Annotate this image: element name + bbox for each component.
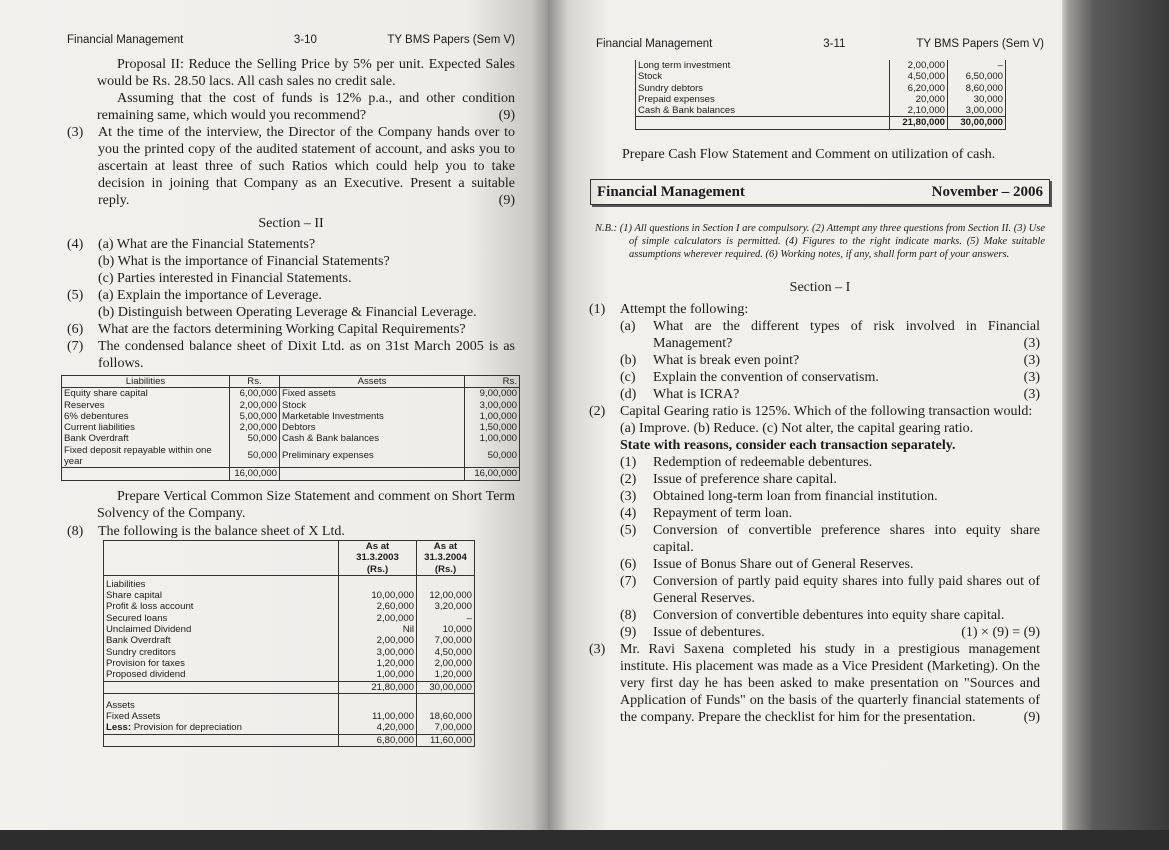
question-text: What are the factors determining Working Capital Requirements?	[98, 322, 466, 337]
sub-text: Conversion of convertible debentures into equity share capital.	[653, 608, 1005, 623]
table-row	[104, 658, 475, 669]
marks: (9)	[498, 193, 515, 208]
section-heading: Section – I	[789, 280, 851, 295]
header-title: Financial Management	[596, 38, 713, 50]
cell: 7,00,000	[417, 635, 475, 646]
sub-question	[620, 454, 1040, 471]
sub-question	[620, 318, 1040, 352]
sub-question: (a) Explain the importance of Leverage.	[98, 288, 322, 303]
sub-question: (b) Distinguish between Operating Leverage & Financial Leverage.	[98, 305, 477, 320]
cell: 10,000	[417, 624, 475, 635]
cell: 3,00,000	[948, 105, 1006, 117]
cell: Fixed deposit repayable within one year	[64, 444, 212, 468]
questions-left	[67, 124, 515, 372]
table-row	[104, 624, 475, 635]
sub-question: (c) Parties interested in Financial Statements.	[98, 271, 352, 286]
sub-text: What are the different types of risk involved in Financial Management?	[653, 319, 1040, 351]
col-header: As at	[365, 541, 390, 552]
sub-number: (1)	[620, 455, 637, 470]
question-text: Attempt the following:	[620, 302, 749, 317]
cell: 2,00,000	[890, 60, 948, 71]
total: 16,00,000	[230, 468, 280, 480]
cell: 7,00,000	[417, 722, 475, 734]
cell: 18,60,000	[417, 711, 475, 722]
cell: 3,00,000	[339, 647, 417, 658]
cell: Share capital	[106, 590, 162, 602]
cell: 2,00,000	[230, 422, 280, 433]
sub-text: Obtained long-term loan from financial institution.	[653, 489, 938, 504]
cell: 30,000	[948, 94, 1006, 105]
question-text: (a) Improve. (b) Reduce. (c) Not alter, the capital gearing ratio.	[620, 421, 974, 436]
question-number: (2)	[589, 404, 606, 419]
cell: Nil	[339, 624, 417, 635]
sub-question	[620, 607, 1040, 624]
book-edge	[1062, 0, 1169, 850]
cell: Sundry creditors	[106, 646, 176, 658]
sub-text: Redemption of redeemable debentures.	[653, 455, 873, 470]
sub-number: (2)	[620, 472, 637, 487]
sub-question	[620, 624, 1040, 641]
cashflow-instruction: Prepare Cash Flow Statement and Comment on utilization of cash.	[622, 147, 996, 162]
scan-border	[0, 830, 1169, 850]
question-8	[67, 523, 515, 540]
cell: Prepaid expenses	[638, 93, 715, 105]
cell: 4,50,000	[417, 647, 475, 658]
cell: 2,10,000	[890, 105, 948, 117]
sub-number: (d)	[620, 387, 637, 402]
cell: Sundry debtors	[638, 82, 704, 94]
sub-question: (b) What is the importance of Financial Statements?	[98, 254, 390, 269]
cell: Bank Overdraft	[106, 635, 171, 647]
questions-right	[589, 301, 1040, 726]
total: 30,00,000	[417, 681, 475, 693]
table-row	[62, 411, 520, 422]
paper-title-box	[590, 179, 1050, 205]
header-title: Financial Management	[67, 34, 184, 46]
marks: (3)	[1023, 353, 1040, 368]
table-row	[62, 388, 520, 400]
col-header: Rs.	[465, 376, 520, 388]
cell: Long term investment	[638, 60, 731, 71]
question-number: (4)	[67, 237, 84, 252]
sub-question	[620, 369, 1040, 386]
cell: Debtors	[280, 422, 465, 433]
sub-question	[620, 471, 1040, 488]
cell: 2,00,000	[339, 613, 417, 624]
cell: 50,000	[230, 445, 280, 468]
sub-question: (a) What are the Financial Statements?	[98, 237, 316, 252]
sub-question	[620, 505, 1040, 522]
cell: 12,00,000	[417, 590, 475, 601]
marks: (1) × (9) = (9)	[961, 625, 1040, 640]
right-page	[548, 0, 1062, 832]
table-row	[104, 669, 475, 681]
sub-question	[620, 352, 1040, 369]
assuming-text: Assuming that the cost of funds is 12% p.a., and other condition remaining same, which would you recommend?	[97, 91, 515, 123]
page-number: 3-10	[293, 34, 317, 46]
table-row	[104, 635, 475, 646]
cell: 2,00,000	[230, 400, 280, 411]
sub-text: Issue of Bonus Share out of General Reserves.	[653, 557, 914, 572]
cell: –	[417, 613, 475, 624]
row-label: Fixed Assets	[106, 711, 161, 723]
cell: 3,00,000	[465, 400, 520, 411]
question-number: (7)	[67, 339, 84, 354]
sub-text: What is break even point?	[653, 353, 800, 368]
col-header: 31.3.2003	[356, 552, 399, 564]
sub-question	[620, 488, 1040, 505]
cell: 1,50,000	[465, 422, 520, 433]
cell: 3,20,000	[417, 601, 475, 612]
question-number: (3)	[589, 642, 606, 657]
table-row	[62, 422, 520, 433]
table-row	[636, 105, 1006, 117]
table-row	[62, 400, 520, 411]
cell: 1,00,000	[465, 433, 520, 444]
sub-number: (5)	[620, 523, 637, 538]
marks: (3)	[1023, 370, 1040, 385]
section-heading: Section – II	[258, 216, 324, 231]
less-label: Less:	[106, 722, 132, 734]
cell: 5,00,000	[230, 411, 280, 422]
col-header: Liabilities	[125, 376, 166, 387]
page-header	[67, 34, 515, 46]
sub-question	[620, 556, 1040, 573]
col-header: Assets	[280, 376, 465, 388]
question-number: (6)	[67, 322, 84, 337]
header-series: TY BMS Papers (Sem V)	[387, 34, 515, 46]
marks: (9)	[498, 108, 515, 123]
cell: 6,50,000	[948, 71, 1006, 82]
cell: 9,00,000	[465, 388, 520, 400]
cell: Proposed dividend	[106, 669, 186, 681]
question-text: The condensed balance sheet of Dixit Ltd. as on 31st March 2005 is as follows.	[98, 339, 515, 371]
sub-text: Conversion of partly paid equity shares into fully paid shares out of General Reserves.	[653, 574, 1040, 606]
cell: 1,00,000	[339, 669, 417, 681]
question-text: The following is the balance sheet of X Ltd.	[98, 524, 345, 539]
cell: 1,00,000	[465, 411, 520, 422]
table-row	[104, 613, 475, 624]
sub-question	[620, 522, 1040, 556]
marks: (3)	[1023, 387, 1040, 402]
col-header: As at	[433, 541, 458, 552]
marks: (3)	[1023, 336, 1040, 351]
cell: Unclaimed Dividend	[106, 624, 192, 636]
cell: 2,00,000	[417, 658, 475, 669]
cell: –	[948, 60, 1006, 71]
cell: 11,00,000	[339, 711, 417, 722]
cell: Secured loans	[106, 612, 168, 624]
cell: 8,60,000	[948, 83, 1006, 94]
sub-number: (c)	[620, 370, 636, 385]
sub-number: (a)	[620, 319, 636, 334]
table-row	[636, 60, 1006, 71]
sub-text: Issue of preference share capital.	[653, 472, 837, 487]
cell: 6,00,000	[230, 388, 280, 400]
cell: Stock	[280, 400, 465, 411]
cell: Stock	[638, 71, 662, 83]
question-instruction: State with reasons, consider each transaction separately.	[620, 438, 956, 453]
cell: Cash & Bank balances	[638, 105, 736, 117]
sub-text: Issue of debentures.	[653, 625, 765, 640]
col-header: Rs.	[230, 376, 280, 388]
sub-number: (8)	[620, 608, 637, 623]
table-row	[104, 601, 475, 612]
cell: Preliminary expenses	[280, 445, 465, 468]
cell: Reserves	[64, 399, 105, 411]
sub-text: Explain the convention of conservatism.	[653, 370, 879, 385]
total: 16,00,000	[465, 468, 520, 480]
proposal-text: Proposal II: Reduce the Selling Price by 5% per unit. Expected Sales would be Rs. 28.50 lacs. All cash sales no credit sale.	[97, 57, 515, 89]
sub-number: (7)	[620, 574, 637, 589]
sub-number: (6)	[620, 557, 637, 572]
cell: 2,60,000	[339, 601, 417, 612]
nb-instructions: N.B.: (1) All questions in Section I are compulsory. (2) Attempt any three questions from Section II. (3) Use of simple calculators is permitted. (4) Figures to the right indicate marks. (5) Make suitable assumptions wherever required. (6) Working notes, if any, shall form part of your answers.	[595, 223, 1045, 260]
table-row	[636, 94, 1006, 105]
cell: 6,20,000	[890, 83, 948, 94]
question-text: Mr. Ravi Saxena completed his study in a prestigious management institute. His placement was made as a Vice President (Marketing). On the very first day he has been asked to make presentation on "Sources and Application of Funds" on the basis of the quarterly financial statements of the company. Prepare the checklist for him for the presentation.	[620, 642, 1040, 725]
cell: 10,00,000	[339, 590, 417, 601]
header-series: TY BMS Papers (Sem V)	[916, 38, 1044, 50]
sub-text: What is ICRA?	[653, 387, 740, 402]
sub-text: Repayment of term loan.	[653, 506, 793, 521]
balance-sheet-x-ltd	[103, 540, 475, 747]
sub-number: (b)	[620, 353, 637, 368]
cell: Cash & Bank balances	[280, 433, 465, 444]
page-number: 3-11	[823, 38, 846, 50]
cell: Bank Overdraft	[64, 433, 129, 445]
total: 21,80,000	[339, 681, 417, 693]
question-number: (1)	[589, 302, 606, 317]
cell: Equity share capital	[64, 388, 148, 400]
cell: Fixed assets	[280, 388, 465, 400]
row-group-label: Assets	[106, 699, 135, 711]
paper-date: November – 2006	[931, 183, 1043, 200]
sub-text: Conversion of convertible preference shares into equity share capital.	[653, 523, 1040, 555]
question-number: (3)	[67, 125, 84, 140]
cell: Current liabilities	[64, 422, 135, 434]
paper-subject: Financial Management	[597, 183, 745, 200]
sub-number: (4)	[620, 506, 637, 521]
total: 30,00,000	[948, 117, 1006, 129]
sub-number: (9)	[620, 625, 637, 640]
cell: Provision for taxes	[106, 657, 185, 669]
left-page	[0, 0, 548, 832]
sub-number: (3)	[620, 489, 637, 504]
page-header	[596, 38, 1044, 50]
sub-question	[620, 386, 1040, 403]
table-row	[104, 590, 475, 601]
total: 21,80,000	[890, 117, 948, 129]
question-block	[97, 56, 515, 124]
row-label: Provision for depreciation	[131, 722, 242, 734]
question-number: (8)	[67, 524, 84, 539]
question-number: (5)	[67, 288, 84, 303]
row-group-label: Liabilities	[106, 578, 146, 590]
cell: 20,000	[890, 94, 948, 105]
cell: 50,000	[465, 445, 520, 468]
cell: 6% debentures	[64, 410, 129, 422]
marks: (9)	[1023, 710, 1040, 725]
cell: 4,50,000	[890, 71, 948, 82]
balance-sheet-dixit	[61, 375, 520, 481]
table-row	[636, 83, 1006, 94]
question-text: At the time of the interview, the Director of the Company hands over to you the printed copy of the audited statement of account, and asks you to ascertain at least three of such Ratios which could help you to take decision in joining that Company as an Executive. Present a suitable reply.	[98, 125, 515, 208]
cell: 2,00,000	[339, 635, 417, 646]
table-row	[104, 647, 475, 658]
total: 11,60,000	[417, 734, 475, 746]
col-header: (Rs.)	[366, 563, 389, 575]
total: 6,80,000	[339, 734, 417, 746]
table-row	[62, 433, 520, 444]
cell: 50,000	[230, 433, 280, 444]
col-header: 31.3.2004	[424, 552, 467, 564]
q7-instruction	[97, 488, 515, 522]
cell: Profit & loss account	[106, 601, 194, 613]
col-header: (Rs.)	[434, 563, 457, 575]
cell: 4,20,000	[339, 722, 417, 734]
table-row	[636, 71, 1006, 82]
balance-sheet-x-ltd-continued	[635, 60, 1006, 130]
question-text: Capital Gearing ratio is 125%. Which of the following transaction would:	[620, 404, 1033, 419]
sub-question	[620, 573, 1040, 607]
table-row	[62, 445, 520, 468]
cell: 1,20,000	[339, 658, 417, 669]
cell: Marketable Investments	[280, 411, 465, 422]
cell: 1,20,000	[417, 669, 475, 681]
question-text: Prepare Vertical Common Size Statement and comment on Short Term Solvency of the Company.	[97, 489, 515, 521]
